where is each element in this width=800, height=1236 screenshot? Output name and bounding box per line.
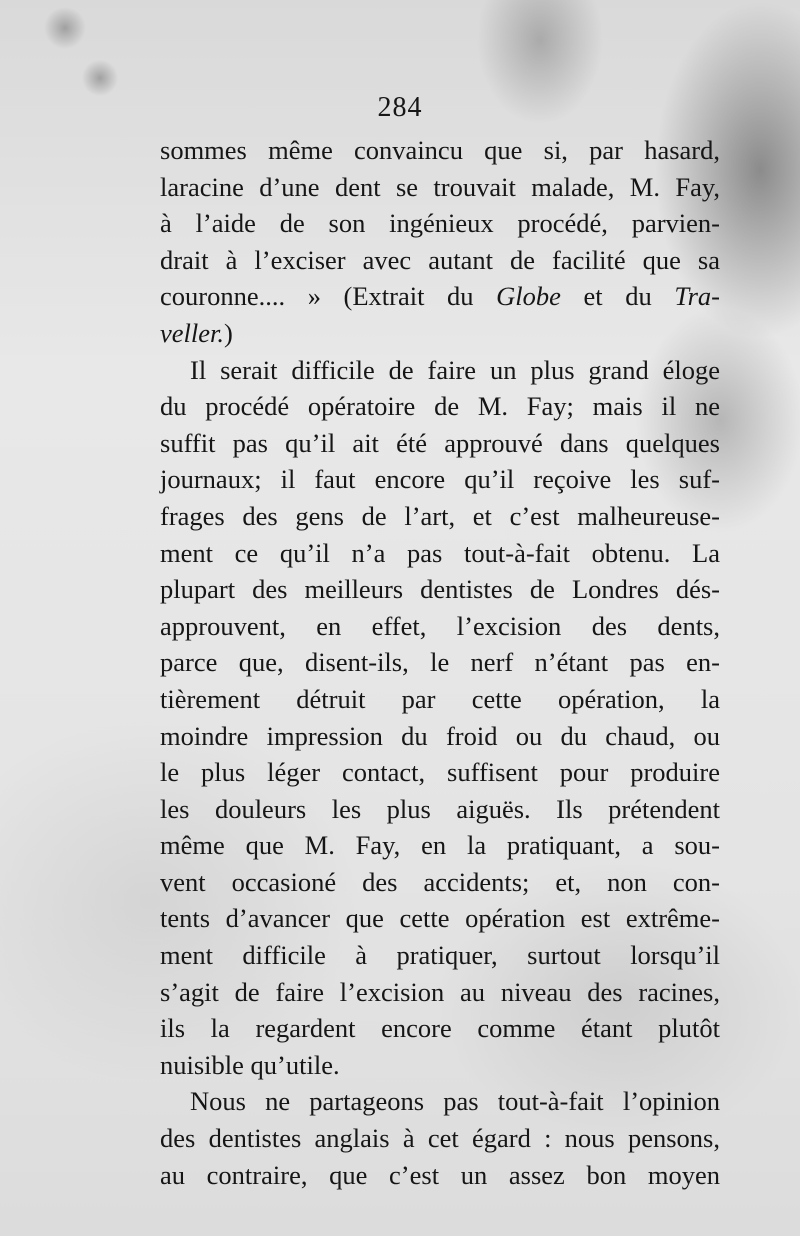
text-line-5-part-1: couronne.... » (Extrait du <box>160 281 497 312</box>
text-line-6-italic-veller: veller. <box>160 317 225 348</box>
text-line-6-part-2: ) <box>224 317 233 348</box>
text-line-27: Nous ne partageons pas tout-à-fait l’opinion <box>190 1086 720 1117</box>
text-line-19: les douleurs les plus aiguës. Ils prétendent <box>160 793 720 824</box>
text-line-12: ment ce qu’il n’a pas tout-à-fait obtenu. La <box>160 537 720 568</box>
text-line-25: ils la regardent encore comme étant plutôt <box>160 1013 720 1044</box>
text-line-5-part-2: et du <box>560 281 675 312</box>
text-line-4: drait à l’exciser avec autant de facilité que sa <box>160 244 720 275</box>
text-line-8: du procédé opératoire de M. Fay; mais il ne <box>160 391 720 422</box>
text-line-23: ment difficile à pratiquer, surtout lorsqu’il <box>160 940 720 971</box>
text-line-6 <box>160 315 720 352</box>
text-line-9: suffit pas qu’il ait été approuvé dans quelques <box>160 427 720 458</box>
text-line-13: plupart des meilleurs dentistes de Londres dés- <box>160 574 720 605</box>
text-line-22: tents d’avancer que cette opération est extrême- <box>160 903 720 934</box>
text-line-16: tièrement détruit par cette opération, la <box>160 683 720 714</box>
text-line-17: moindre impression du froid ou du chaud, ou <box>160 720 720 751</box>
text-line-21: vent occasioné des accidents; et, non con- <box>160 866 720 897</box>
text-line-14: approuvent, en effet, l’excision des dents, <box>160 610 720 641</box>
text-line-5 <box>160 278 720 315</box>
text-line-20: même que M. Fay, en la pratiquant, a sou- <box>160 830 720 861</box>
text-line-24: s’agit de faire l’excision au niveau des racines, <box>160 976 720 1007</box>
text-line-26: nuisible qu’utile. <box>160 1049 340 1080</box>
text-line-5-italic-tra: Tra- <box>674 281 720 312</box>
text-line-29: au contraire, que c’est un assez bon moyen <box>160 1159 720 1190</box>
page-number: 284 <box>377 92 423 123</box>
text-line-7: Il serait difficile de faire un plus grand éloge <box>190 354 720 385</box>
text-line-2: laracine d’une dent se trouvait malade, M. Fay, <box>160 171 720 202</box>
text-line-18: le plus léger contact, suffisent pour produire <box>160 757 720 788</box>
text-line-11: frages des gens de l’art, et c’est malheureuse- <box>160 500 720 531</box>
text-line-15: parce que, disent-ils, le nerf n’étant pas en- <box>160 647 720 678</box>
text-line-3: à l’aide de son ingénieux procédé, parvien- <box>160 208 720 239</box>
text-line-1: sommes même convaincu que si, par hasard, <box>160 135 720 165</box>
text-line-28: des dentistes anglais à cet égard : nous pensons, <box>160 1123 720 1154</box>
text-line-5-italic-globe: Globe <box>496 281 561 312</box>
body-text <box>160 132 720 1193</box>
text-line-10: journaux; il faut encore qu’il reçoive les suf- <box>160 464 720 495</box>
